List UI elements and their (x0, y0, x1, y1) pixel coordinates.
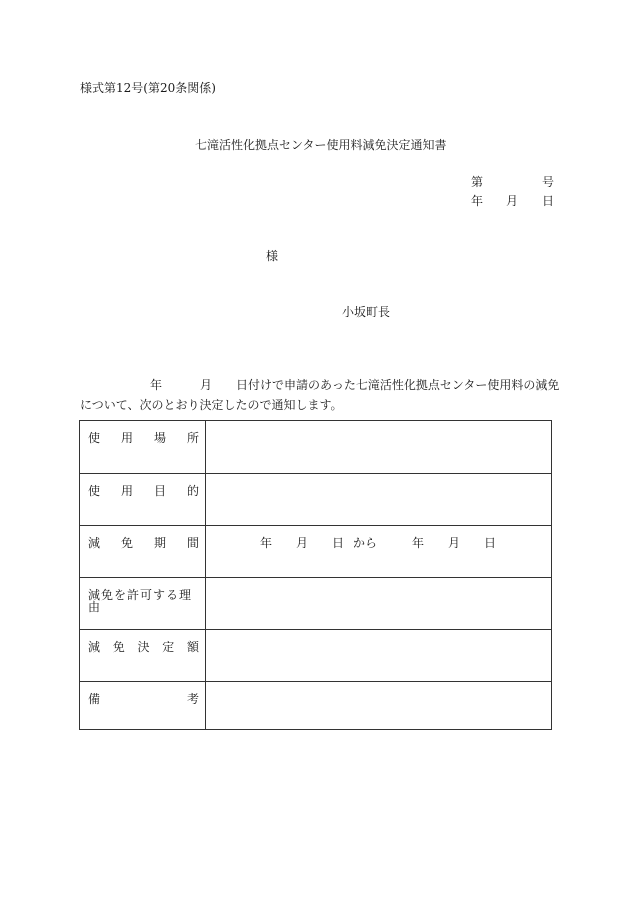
period-label: 減 免 期 間 (88, 536, 199, 550)
row-purpose (80, 473, 551, 525)
period-value-cell[interactable] (206, 526, 551, 577)
reason-label-cell (80, 578, 206, 629)
form-number: 様式第12号(第20条関係) (80, 81, 216, 95)
period-start-day: 日 (332, 536, 345, 550)
row-reason (80, 577, 551, 629)
purpose-value-cell[interactable] (206, 474, 551, 525)
issuer-name: 小坂町長 (342, 305, 391, 319)
location-label-cell (80, 421, 206, 473)
row-amount (80, 629, 551, 681)
period-start-year: 年 (260, 536, 273, 550)
row-period (80, 525, 551, 577)
remarks-label: 備 考 (88, 692, 199, 706)
period-end-month: 月 (448, 536, 461, 550)
reason-label: 減免を許可する理由 (88, 588, 193, 614)
period-label-cell (80, 526, 206, 577)
doc-number-prefix: 第 (471, 175, 484, 189)
document-title: 七滝活性化拠点センター使用料減免決定通知書 (195, 138, 447, 152)
doc-number-suffix: 号 (542, 175, 555, 189)
date-month: 月 (506, 194, 519, 208)
location-value-cell[interactable] (206, 421, 551, 473)
period-start-month: 月 (296, 536, 309, 550)
date-year: 年 (471, 194, 484, 208)
body-line2: について、次のとおり決定したので通知します。 (80, 398, 343, 412)
date-day: 日 (542, 194, 555, 208)
recipient-suffix: 様 (266, 249, 279, 263)
body-line1: 日付けで申請のあった七滝活性化拠点センター使用料の減免 (236, 378, 560, 392)
purpose-label: 使 用 目 的 (88, 484, 199, 498)
body-month: 月 (200, 378, 213, 392)
remarks-label-cell (80, 682, 206, 729)
location-label: 使 用 場 所 (88, 431, 199, 445)
period-from: から (353, 536, 378, 550)
amount-value-cell[interactable] (206, 630, 551, 681)
amount-label-cell (80, 630, 206, 681)
body-year: 年 (150, 378, 163, 392)
purpose-label-cell (80, 474, 206, 525)
details-table (79, 420, 552, 730)
period-end-day: 日 (484, 536, 497, 550)
remarks-value-cell[interactable] (206, 682, 551, 729)
row-location (80, 421, 551, 473)
period-end-year: 年 (412, 536, 425, 550)
amount-label: 減 免 決 定 額 (88, 640, 199, 654)
reason-value-cell[interactable] (206, 578, 551, 629)
row-remarks (80, 681, 551, 729)
